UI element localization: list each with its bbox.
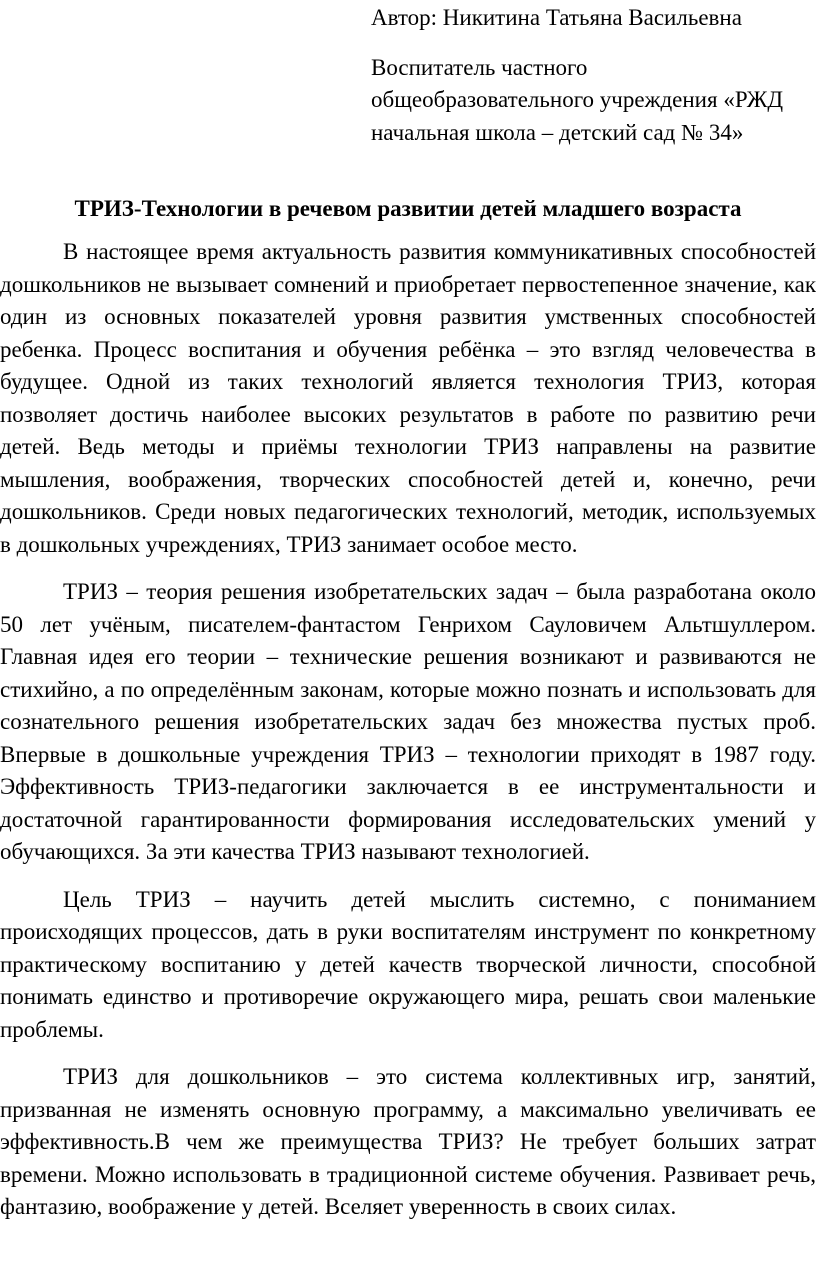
article-title: ТРИЗ-Технологии в речевом развитии детей младшего возраста xyxy=(74,196,742,221)
author-block xyxy=(371,2,816,149)
author-position-line: Воспитатель частного xyxy=(371,54,588,80)
paragraph: ТРИЗ – теория решения изобретательских задач – была разработана около 50 лет учёным, писателем-фантастом Генрихом Сауловичем Альтшуллером. Главная идея его теории – технические решения возникают и развиваются не стихийно, а по определённым законам, которые можно познать и использовать для сознательного решения изобретательских задач без множества пустых проб. Впервые в дошкольные учреждения ТРИЗ – технологии приходят в 1987 году. Эффективность ТРИЗ-педагогики заключается в ее инструментальности и достаточной гарантированности формирования исследовательских умений у обучающихся. За эти качества ТРИЗ называют технологией. xyxy=(0,579,816,864)
author-position xyxy=(371,52,816,150)
article-body xyxy=(0,236,816,1239)
paragraph: ТРИЗ для дошкольников – это система коллективных игр, занятий, призванная не изменять основную программу, а максимально увеличивать ее эффективность.В чем же преимущества ТРИЗ? Не требует больших затрат времени. Можно использовать в традиционной системе обучения. Развивает речь, фантазию, воображение у детей. Вселяет уверенность в своих силах. xyxy=(0,1064,816,1219)
author-name: Автор: Никитина Татьяна Васильевна xyxy=(371,5,742,30)
paragraph: Цель ТРИЗ – научить детей мыслить системно, с пониманием происходящих процессов, дать в руки воспитателям инструмент по конкретному практическому воспитанию у детей качеств творческой личности, способной понимать единство и противоречие окружающего мира, решать свои маленькие проблемы. xyxy=(0,886,816,1042)
author-position-line: общеобразовательного учреждения «РЖД xyxy=(371,87,784,112)
author-position-line: начальная школа – детский сад № 34» xyxy=(371,119,744,145)
paragraph: В настоящее время актуальность развития коммуникативных способностей дошкольников не вызывает сомнений и приобретает первостепенное значение, как один из основных показателей уровня развития умственных способностей ребенка. Процесс воспитания и обучения ребёнка – это взгляд человечества в будущее. Одной из таких технологий является технология ТРИЗ, которая позволяет достичь наиболее высоких результатов в работе по развитию речи детей. Ведь методы и приёмы технологии ТРИЗ направлены на развитие мышления, воображения, творческих способностей детей и, конечно, речи дошкольников. Среди новых педагогических технологий, методик, используемых в дошкольных учреждениях, ТРИЗ занимает особое место. xyxy=(0,239,816,557)
